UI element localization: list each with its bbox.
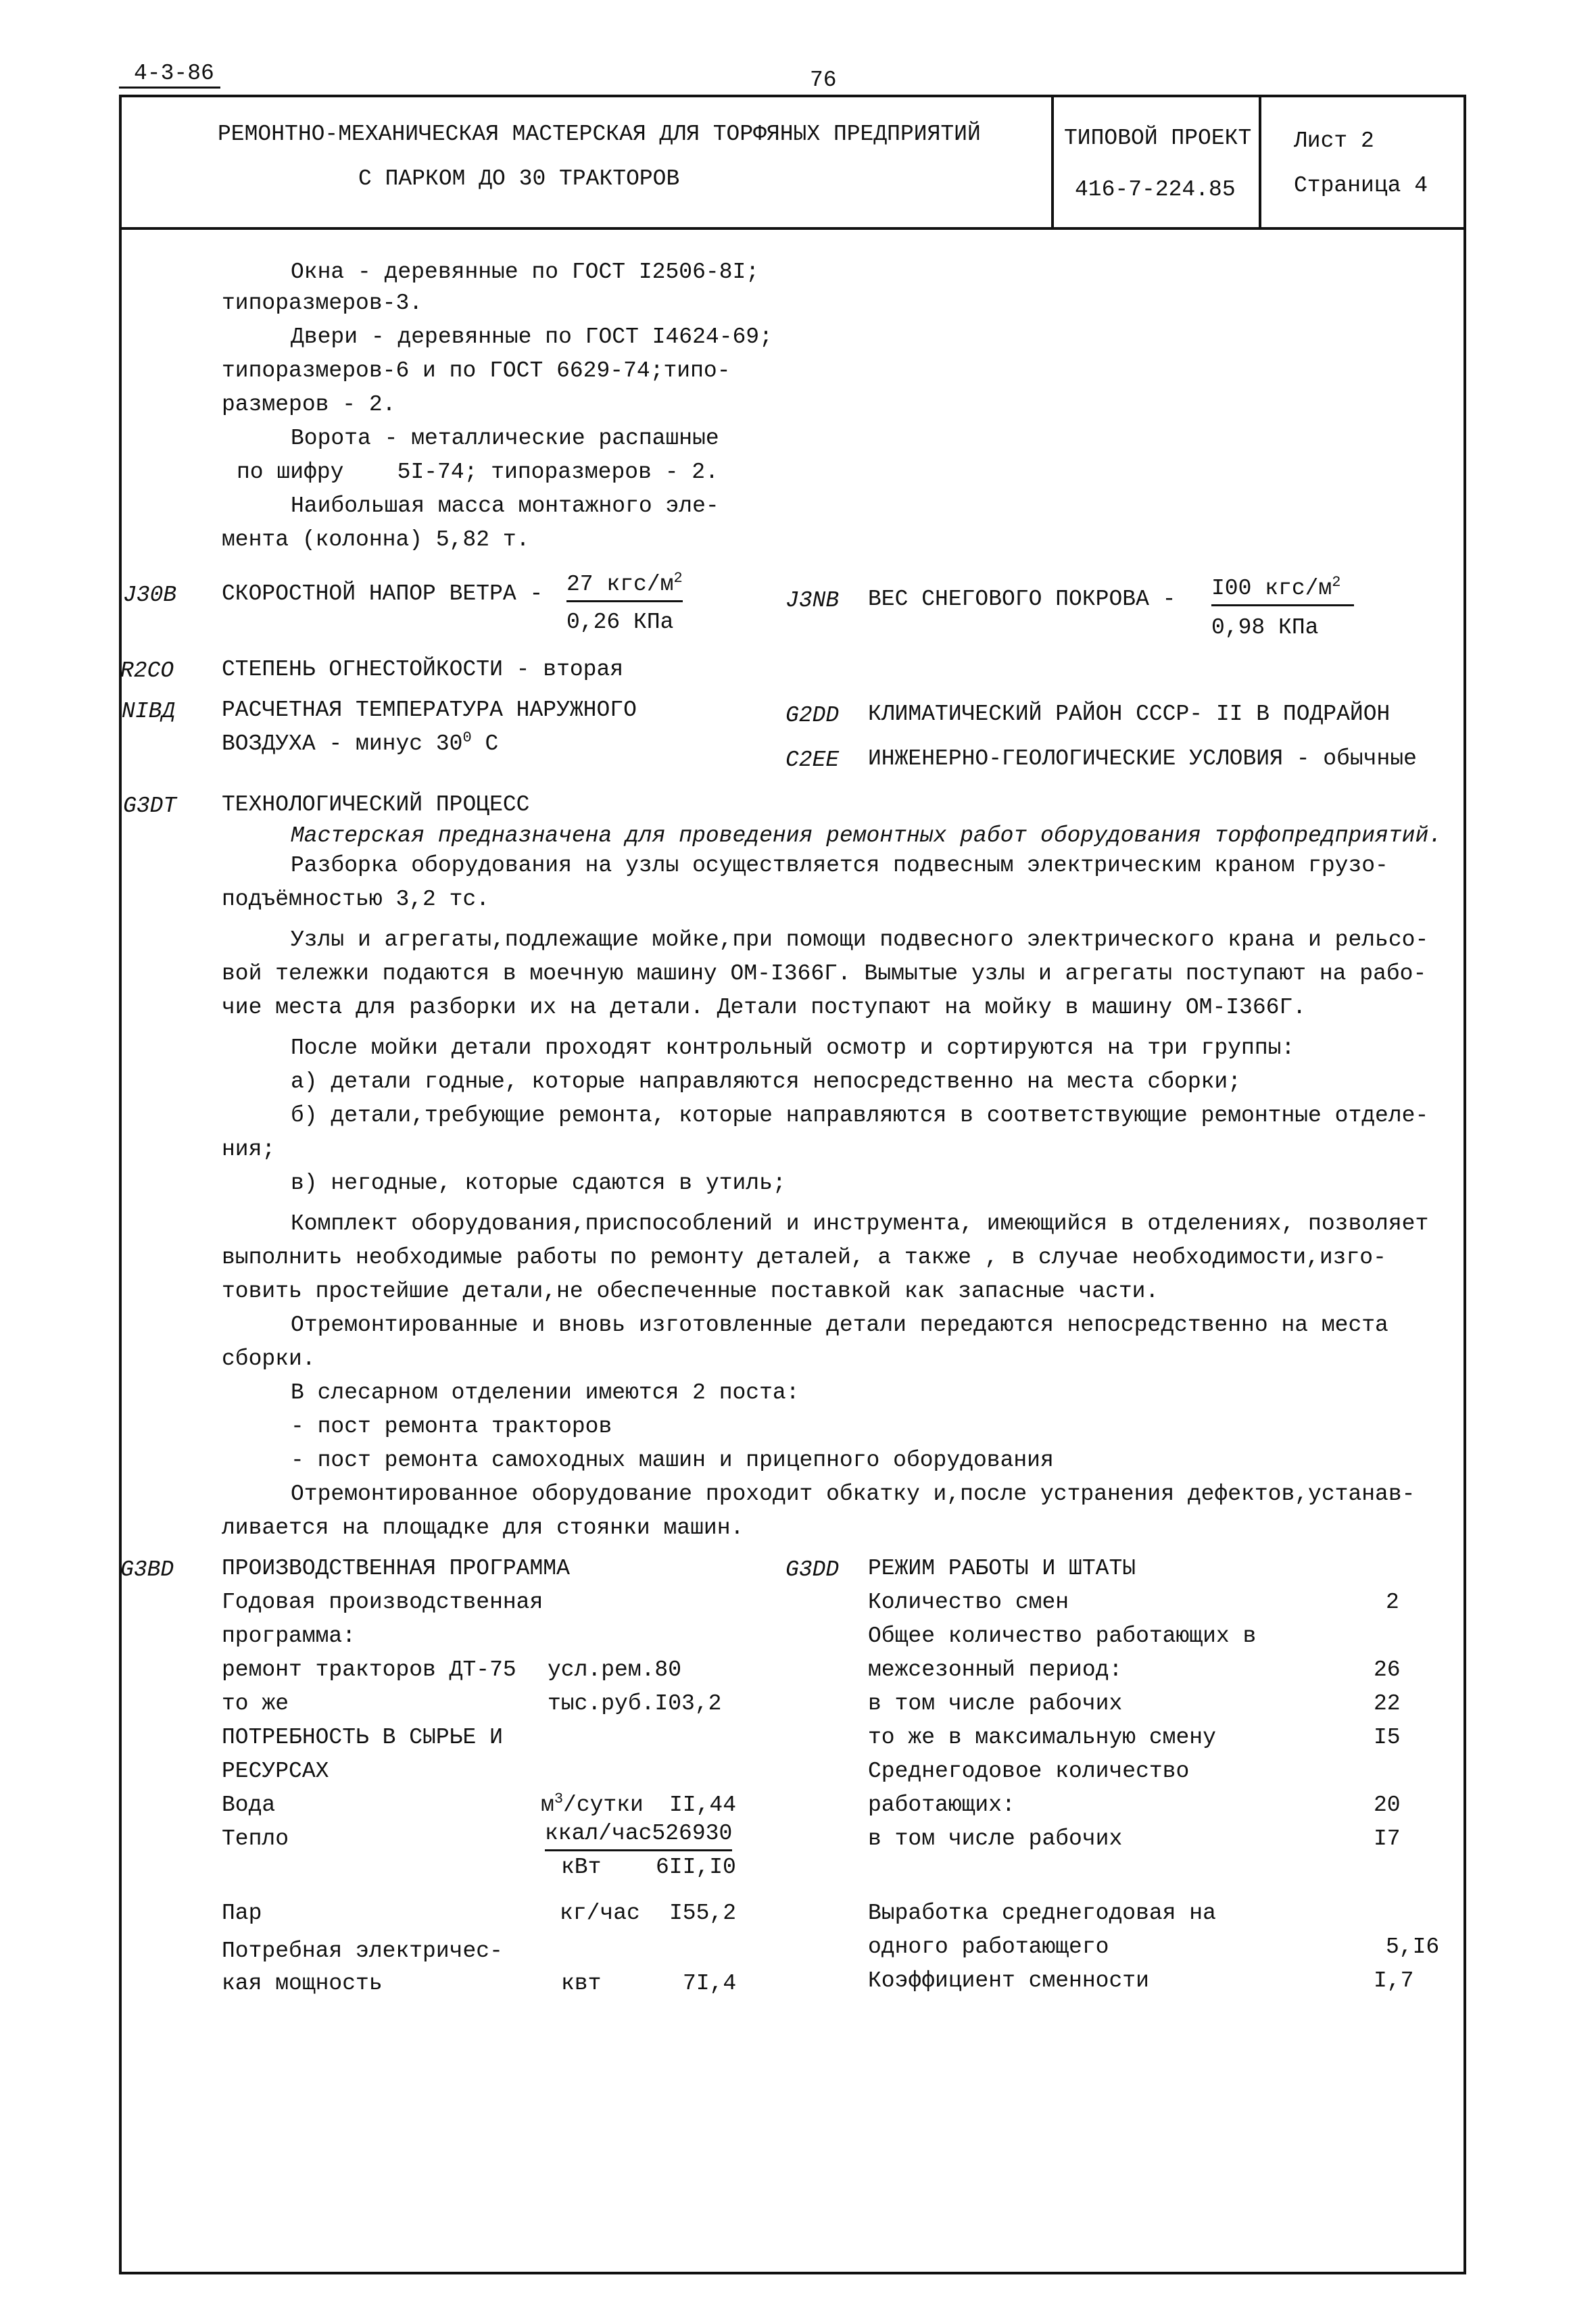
heat-label: Тепло [222, 1826, 289, 1851]
intro-line: типоразмеров-3. [222, 291, 423, 316]
code-climate: G2DD [785, 703, 840, 728]
temp-line-2-text: ВОЗДУХА - минус 30 [222, 731, 463, 756]
water-unit-a: м [541, 1793, 554, 1818]
code-process: G3DT [123, 794, 177, 819]
snow-label: ВЕС СНЕГОВОГО ПОКРОВА - [868, 587, 1176, 612]
intro-line: типоразмеров-6 и по ГОСТ 6629-74;типо- [222, 358, 731, 383]
wind-num-sup: 2 [673, 570, 683, 587]
intro-line: размеров - 2. [222, 392, 396, 417]
water-unit [541, 1788, 644, 1822]
water-unit-sup: 3 [554, 1790, 564, 1807]
staff-row-label: Среднегодовое количество [868, 1759, 1190, 1784]
page-label: Страница 4 [1294, 173, 1428, 198]
program-heading: ПРОИЗВОДСТВЕННАЯ ПРОГРАММА [222, 1556, 570, 1581]
process-line: - пост ремонта самоходных машин и прицепного оборудования [291, 1448, 1054, 1473]
same-value: тыс.руб.I03,2 [548, 1691, 722, 1716]
temp-line-1: РАСЧЕТНАЯ ТЕМПЕРАТУРА НАРУЖНОГО [222, 698, 637, 723]
output-line-1: Выработка среднегодовая на [868, 1901, 1216, 1926]
output-value: 5,I6 [1386, 1934, 1440, 1959]
code-program: G3BD [120, 1557, 174, 1582]
intro-line: по шифру 5I-74; типоразмеров - 2. [237, 460, 719, 485]
process-line: подъёмностью 3,2 тс. [222, 887, 490, 912]
staff-row-label: в том числе рабочих [868, 1691, 1123, 1716]
project-number: 416-7-224.85 [1075, 177, 1236, 202]
repair-label: ремонт тракторов ДТ-75 [222, 1657, 516, 1682]
doc-code-underline [119, 87, 220, 89]
code-snow: J3NB [785, 588, 840, 613]
water-label: Вода [222, 1793, 276, 1818]
staff-row-label: то же в максимальную смену [868, 1725, 1216, 1750]
staff-heading: РЕЖИМ РАБОТЫ И ШТАТЫ [868, 1556, 1136, 1581]
water-unit-b: /сутки [563, 1793, 644, 1818]
snow-denominator: 0,98 КПа [1211, 615, 1319, 640]
heat-numerator: ккал/час526930 [545, 1818, 732, 1851]
staff-row-label: работающих: [868, 1793, 1015, 1818]
page-number: 76 [810, 68, 837, 93]
wind-denominator: 0,26 КПа [566, 610, 674, 635]
process-line: Отремонтированные и вновь изготовленные детали передаются непосредственно на места [291, 1313, 1388, 1338]
title-block-divider-1 [1051, 95, 1054, 230]
code-staff: G3DD [785, 1557, 840, 1582]
process-line: - пост ремонта тракторов [291, 1414, 612, 1439]
steam-label: Пар [222, 1901, 262, 1926]
wind-num-text: 27 кгс/м [566, 572, 674, 597]
temp-line-2 [222, 727, 498, 761]
process-line: сборки. [222, 1346, 316, 1371]
snow-numerator [1211, 573, 1354, 606]
temp-unit: С [471, 731, 499, 756]
temp-degree: 0 [462, 729, 472, 746]
title-line-2: С ПАРКОМ ДО 30 ТРАКТОРОВ [358, 166, 680, 191]
process-heading: ТЕХНОЛОГИЧЕСКИЙ ПРОЦЕСС [222, 792, 530, 817]
process-line: В слесарном отделении имеются 2 поста: [291, 1380, 800, 1405]
power-label-2: кая мощность [222, 1971, 383, 1996]
annual-program-line-2: программа: [222, 1624, 356, 1649]
staff-row-value: 2 [1386, 1590, 1399, 1615]
snow-num-text: I00 кгс/м [1211, 576, 1332, 601]
code-geo: C2EE [785, 748, 840, 773]
shift-value: I,7 [1374, 1968, 1414, 1993]
process-line: ливается на площадке для стоянки машин. [222, 1515, 744, 1540]
process-line: в) негодные, которые сдаются в утиль; [291, 1171, 786, 1196]
output-line-2: одного работающего [868, 1934, 1109, 1959]
process-line: Разборка оборудования на узлы осуществляется подвесным электрическим краном грузо- [291, 853, 1388, 878]
heat-denominator-unit: кВт [561, 1855, 602, 1880]
water-value: II,44 [669, 1793, 737, 1818]
intro-line: Окна - деревянные по ГОСТ I2506-8I; [291, 260, 760, 285]
intro-line: Двери - деревянные по ГОСТ I4624-69; [291, 324, 773, 349]
staff-row-value: 22 [1374, 1691, 1401, 1716]
steam-value: I55,2 [669, 1901, 737, 1926]
geo-conditions: ИНЖЕНЕРНО-ГЕОЛОГИЧЕСКИЕ УСЛОВИЯ - обычные [868, 746, 1417, 771]
repair-value: усл.рем.80 [548, 1657, 682, 1682]
code-fire: R2CO [120, 658, 174, 683]
process-line: Отремонтированное оборудование проходит обкатку и,после устранения дефектов,устанав- [291, 1482, 1416, 1507]
climate-zone: КЛИМАТИЧЕСКИЙ РАЙОН СССР- II В ПОДРАЙОН [868, 702, 1391, 727]
process-line: Узлы и агрегаты,подлежащие мойке,при помощи подвесного электрического крана и рельсо- [291, 927, 1429, 952]
staff-row-value: 26 [1374, 1657, 1401, 1682]
intro-line: Наибольшая масса монтажного эле- [291, 493, 719, 518]
fire-rating: СТЕПЕНЬ ОГНЕСТОЙКОСТИ - вторая [222, 657, 624, 682]
staff-row-label: в том числе рабочих [868, 1826, 1123, 1851]
project-label: ТИПОВОЙ ПРОЕКТ [1064, 126, 1252, 151]
process-line: а) детали годные, которые направляются непосредственно на места сборки; [291, 1069, 1242, 1094]
annual-program-line-1: Годовая производственная [222, 1590, 543, 1615]
process-line: Мастерская предназначена для проведения ремонтных работ оборудования торфопредприятий. [291, 823, 1443, 848]
process-line: ния; [222, 1137, 276, 1162]
resources-line-2: РЕСУРСАХ [222, 1759, 329, 1784]
power-unit: квт [561, 1971, 602, 1996]
process-line: После мойки детали проходят контрольный осмотр и сортируются на три группы: [291, 1035, 1295, 1061]
staff-row-value: 20 [1374, 1793, 1401, 1818]
wind-numerator [566, 569, 683, 602]
intro-line: Ворота - металлические распашные [291, 426, 719, 451]
doc-code: 4-3-86 [134, 61, 214, 86]
staff-row-label: межсезонный период: [868, 1657, 1123, 1682]
code-wind: J30B [123, 583, 177, 608]
snow-num-sup: 2 [1332, 574, 1341, 591]
shift-label: Коэффициент сменности [868, 1968, 1149, 1993]
sheet-number: Лист 2 [1294, 128, 1374, 153]
intro-line: мента (колонна) 5,82 т. [222, 527, 530, 552]
staff-row-label: Количество смен [868, 1590, 1069, 1615]
staff-row-value: I5 [1374, 1725, 1401, 1750]
title-block-divider-2 [1259, 95, 1261, 230]
title-block-bottom-line [119, 227, 1466, 230]
staff-row-value: I7 [1374, 1826, 1401, 1851]
process-line: вой тележки подаются в моечную машину ОМ-I366Г. Вымытые узлы и агрегаты поступают на рабо- [222, 961, 1427, 986]
title-line-1: РЕМОНТНО-МЕХАНИЧЕСКАЯ МАСТЕРСКАЯ ДЛЯ ТОРФЯНЫХ ПРЕДПРИЯТИЙ [218, 122, 981, 147]
power-value: 7I,4 [683, 1971, 737, 1996]
code-temp: NIBД [122, 699, 176, 724]
power-label-1: Потребная электричес- [222, 1939, 503, 1964]
wind-label: СКОРОСТНОЙ НАПОР ВЕТРА - [222, 581, 543, 606]
process-line: Комплект оборудования,приспособлений и инструмента, имеющийся в отделениях, позволяет [291, 1211, 1429, 1236]
staff-row-label: Общее количество работающих в [868, 1624, 1257, 1649]
process-line: б) детали,требующие ремонта, которые направляются в соответствующие ремонтные отделе- [291, 1103, 1429, 1128]
resources-line-1: ПОТРЕБНОСТЬ В СЫРЬЕ И [222, 1725, 503, 1750]
heat-denominator-value: 6II,I0 [656, 1855, 736, 1880]
process-line: выполнить необходимые работы по ремонту деталей, а также , в случае необходимости,изго- [222, 1245, 1386, 1270]
process-line: товить простейшие детали,не обеспеченные поставкой как запасные части. [222, 1279, 1159, 1304]
steam-unit: кг/час [560, 1901, 640, 1926]
same-label: то же [222, 1691, 289, 1716]
process-line: чие места для разборки их на детали. Детали поступают на мойку в машину ОМ-I366Г. [222, 995, 1307, 1020]
